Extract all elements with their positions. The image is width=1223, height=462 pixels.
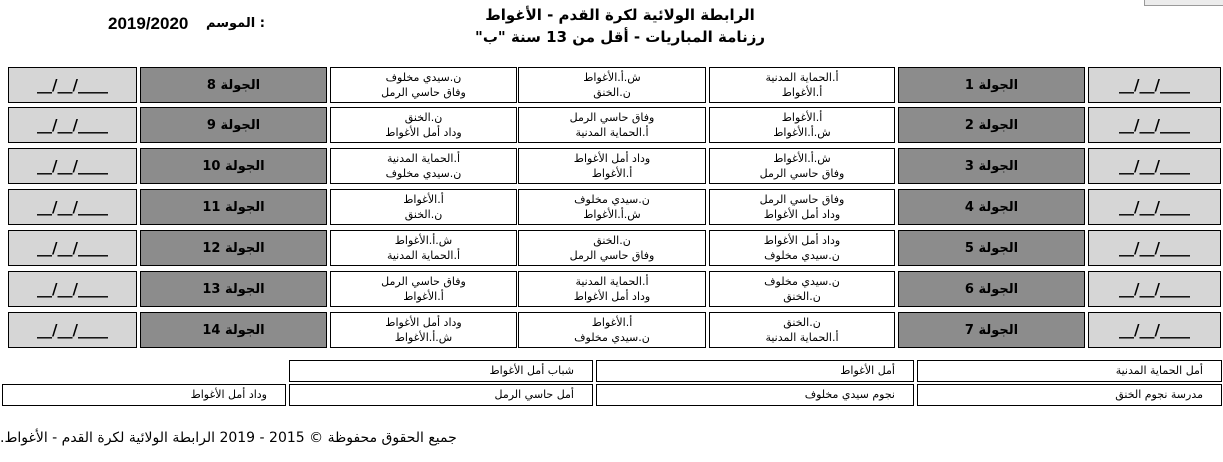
match-cell xyxy=(709,312,895,348)
home-team: أ.الأغواط xyxy=(403,193,444,206)
match-cell xyxy=(518,189,706,225)
away-team: وداد أمل الأغواط xyxy=(763,208,841,221)
match-date: __/__/____ xyxy=(1088,67,1221,103)
away-team: أ.الأغواط xyxy=(781,86,823,99)
match-cell xyxy=(518,148,706,184)
round-label: الجولة 7 xyxy=(898,312,1085,348)
team-name: مدرسة نجوم الخنق xyxy=(917,384,1222,406)
round-label: الجولة 11 xyxy=(140,189,327,225)
match-date: __/__/____ xyxy=(8,189,137,225)
home-team: وفاق حاسي الرمل xyxy=(759,193,845,206)
team-name: أمل حاسي الرمل xyxy=(289,384,593,406)
home-team: أ.الحماية المدنية xyxy=(386,152,461,165)
match-cell xyxy=(518,230,706,266)
match-cell xyxy=(709,107,895,143)
match-cell xyxy=(330,148,517,184)
away-team: أ.الأغواط xyxy=(591,167,633,180)
home-team: ن.الخنق xyxy=(404,111,443,124)
away-team: ن.الخنق xyxy=(783,290,821,303)
away-team: وفاق حاسي الرمل xyxy=(759,167,845,180)
match-cell xyxy=(709,189,895,225)
home-team: وداد أمل الأغواط xyxy=(385,316,462,329)
home-team: ش.أ.الأغواط xyxy=(394,234,453,247)
round-label: الجولة 4 xyxy=(898,189,1085,225)
season-label: الموسم : xyxy=(206,16,265,31)
match-date: __/__/____ xyxy=(8,271,137,307)
round-label: الجولة 10 xyxy=(140,148,327,184)
home-team: أ.الحماية المدنية xyxy=(575,275,649,288)
home-team: أ.الحماية المدنية xyxy=(765,71,839,84)
match-date: __/__/____ xyxy=(1088,271,1221,307)
match-cell xyxy=(709,67,895,103)
away-team: وداد أمل الأغواط xyxy=(385,126,462,139)
round-label: الجولة 14 xyxy=(140,312,327,348)
round-label: الجولة 12 xyxy=(140,230,327,266)
home-team: ش.أ.الأغواط xyxy=(583,71,641,84)
home-team: وداد أمل الأغواط xyxy=(573,152,651,165)
home-team: وفاق حاسي الرمل xyxy=(381,275,466,288)
match-date: __/__/____ xyxy=(8,67,137,103)
round-label: الجولة 9 xyxy=(140,107,327,143)
match-cell xyxy=(518,271,706,307)
home-team: ن.الخنق xyxy=(593,234,631,247)
home-team: أ.الأغواط xyxy=(781,111,823,124)
round-label: الجولة 2 xyxy=(898,107,1085,143)
match-cell xyxy=(518,312,706,348)
away-team: أ.الأغواط xyxy=(403,290,444,303)
match-date: __/__/____ xyxy=(1088,189,1221,225)
match-cell xyxy=(330,271,517,307)
match-cell xyxy=(330,230,517,266)
away-team: ن.الخنق xyxy=(404,208,443,221)
league-title: الرابطة الولائية لكرة القدم - الأغواط xyxy=(485,6,755,24)
away-team: وفاق حاسي الرمل xyxy=(569,249,655,262)
home-team: وفاق حاسي الرمل xyxy=(569,111,655,124)
away-team: ن.سيدي مخلوف xyxy=(385,167,462,180)
season-value: 2019/2020 xyxy=(108,14,189,33)
home-team: ن.سيدي مخلوف xyxy=(764,275,840,288)
round-label: الجولة 5 xyxy=(898,230,1085,266)
team-name: شباب أمل الأغواط xyxy=(289,360,593,382)
match-cell xyxy=(518,107,706,143)
team-name: نجوم سيدي مخلوف xyxy=(596,384,914,406)
match-cell xyxy=(330,107,517,143)
round-label: الجولة 3 xyxy=(898,148,1085,184)
away-team: ش.أ.الأغواط xyxy=(394,331,453,344)
home-team: وداد أمل الأغواط xyxy=(763,234,841,247)
match-cell xyxy=(518,67,706,103)
round-label: الجولة 13 xyxy=(140,271,327,307)
away-team: ن.الخنق xyxy=(593,86,631,99)
home-team: ن.الخنق xyxy=(783,316,821,329)
match-cell xyxy=(709,271,895,307)
copyright-footer: جميع الحقوق محفوظة © 2015 - 2019 الرابطة الولائية لكرة القدم - الأغواط. xyxy=(0,430,457,446)
away-team: أ.الحماية المدنية xyxy=(765,331,839,344)
team-name: أمل الأغواط xyxy=(596,360,914,382)
match-date: __/__/____ xyxy=(8,148,137,184)
match-date: __/__/____ xyxy=(8,312,137,348)
match-cell xyxy=(330,312,517,348)
schedule-title: رزنامة المباريات - أقل من 13 سنة "ب" xyxy=(475,28,765,46)
away-team: أ.الحماية المدنية xyxy=(575,126,649,139)
match-cell xyxy=(330,189,517,225)
round-label: الجولة 8 xyxy=(140,67,327,103)
away-team: وداد أمل الأغواط xyxy=(573,290,651,303)
match-date: __/__/____ xyxy=(1088,312,1221,348)
match-date: __/__/____ xyxy=(1088,107,1221,143)
away-team: ن.سيدي مخلوف xyxy=(764,249,840,262)
team-name: وداد أمل الأغواط xyxy=(2,384,286,406)
match-date: __/__/____ xyxy=(1088,148,1221,184)
match-date: __/__/____ xyxy=(1088,230,1221,266)
round-label: الجولة 6 xyxy=(898,271,1085,307)
home-team: ن.سيدي مخلوف xyxy=(385,71,462,84)
top-right-button[interactable] xyxy=(1144,0,1223,6)
away-team: ن.سيدي مخلوف xyxy=(574,331,650,344)
away-team: وفاق حاسي الرمل xyxy=(381,86,466,99)
away-team: أ.الحماية المدنية xyxy=(386,249,461,262)
home-team: أ.الأغواط xyxy=(591,316,633,329)
match-date: __/__/____ xyxy=(8,230,137,266)
match-cell xyxy=(330,67,517,103)
team-name: أمل الحماية المدنية xyxy=(917,360,1222,382)
away-team: ش.أ.الأغواط xyxy=(583,208,641,221)
round-label: الجولة 1 xyxy=(898,67,1085,103)
match-date: __/__/____ xyxy=(8,107,137,143)
match-cell xyxy=(709,148,895,184)
home-team: ش.أ.الأغواط xyxy=(773,152,831,165)
away-team: ش.أ.الأغواط xyxy=(773,126,831,139)
home-team: ن.سيدي مخلوف xyxy=(574,193,650,206)
match-cell xyxy=(709,230,895,266)
